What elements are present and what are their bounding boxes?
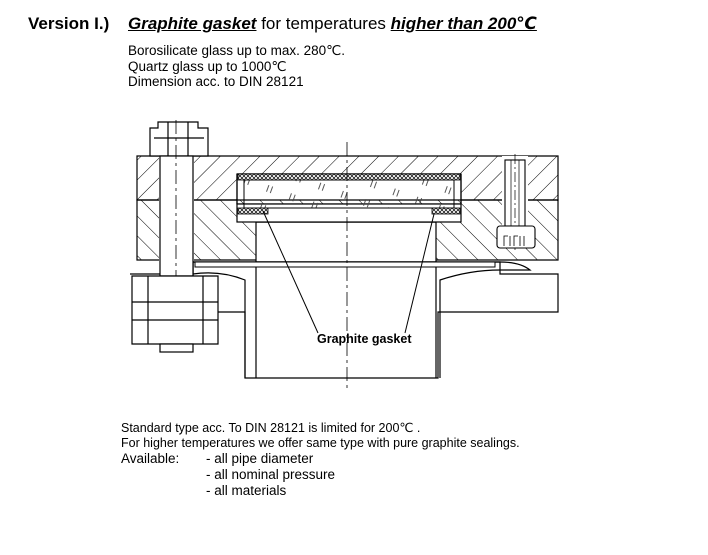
available-item-materials: - all materials	[206, 483, 287, 498]
available-item-pipe-diameter: - all pipe diameter	[206, 451, 314, 466]
version-label: Version I.)	[28, 14, 110, 33]
available-label: Available:	[121, 451, 180, 466]
spec-borosilicate: Borosilicate glass up to max. 280℃.	[128, 43, 346, 58]
lower-ring-gasket	[195, 262, 495, 267]
graphite-gasket-callout: Graphite gasket	[317, 332, 412, 346]
spec-quartz: Quartz glass up to 1000℃	[128, 58, 287, 74]
spec-dimension: Dimension acc. to DIN 28121	[128, 74, 304, 89]
heading-connector-text: for temperatures	[256, 14, 391, 33]
note-standard-type: Standard type acc. To DIN 28121 is limited for 200℃ .	[121, 421, 421, 435]
glass-disc	[244, 180, 454, 208]
heading-temperature: higher than 200℃	[390, 14, 537, 33]
note-higher-temperatures: For higher temperatures we offer same type with pure graphite sealings.	[121, 436, 520, 450]
base-flange	[137, 200, 558, 262]
notes	[121, 421, 520, 451]
available-item-nominal-pressure: - all nominal pressure	[206, 467, 336, 482]
heading-gasket-type: Graphite gasket	[127, 14, 257, 33]
